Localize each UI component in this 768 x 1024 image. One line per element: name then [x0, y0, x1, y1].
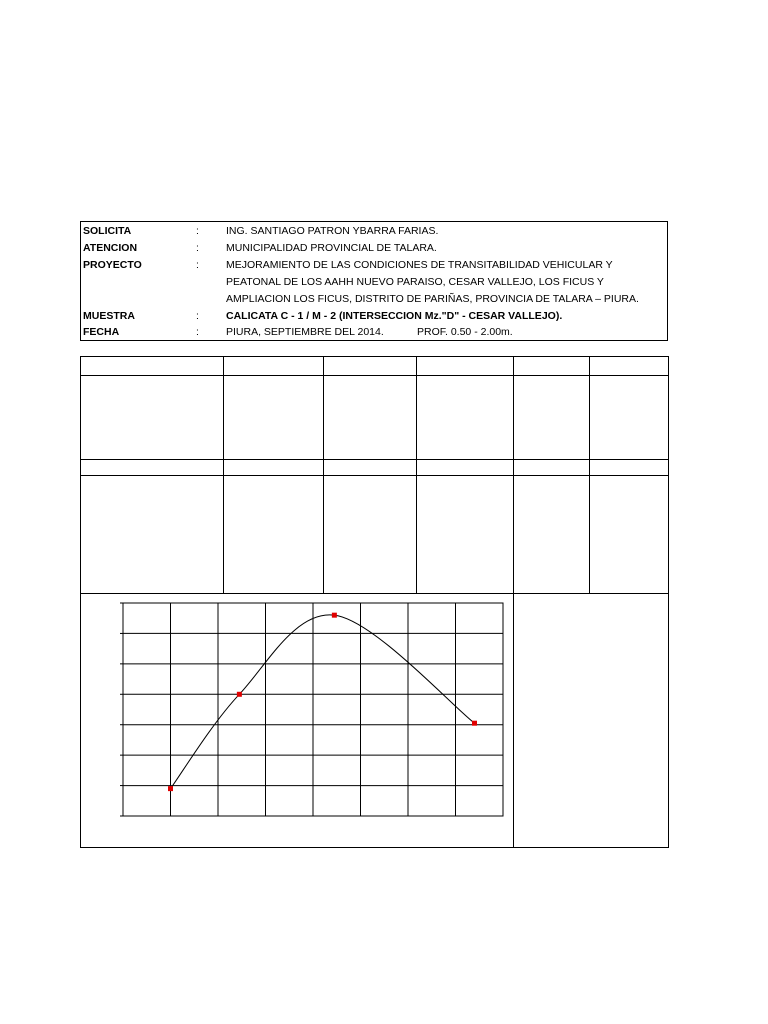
chart-panel: [80, 593, 514, 848]
header-key: ATENCION: [83, 242, 138, 254]
header-info-box: [80, 221, 668, 341]
data-point-marker: [472, 721, 477, 726]
header-key: SOLICITA: [83, 225, 132, 237]
header-value: ING. SANTIAGO PATRON YBARRA FARIAS.: [226, 225, 439, 237]
header-key: MUESTRA: [83, 310, 135, 322]
data-point-marker: [332, 613, 337, 618]
header-value: MUNICIPALIDAD PROVINCIAL DE TALARA.: [226, 242, 437, 254]
grid-divider: [81, 459, 668, 460]
header-colon: :: [196, 242, 199, 254]
grid-divider: [81, 375, 668, 376]
header-value: PEATONAL DE LOS AAHH NUEVO PARAISO, CESAR VALLEJO, LOS FICUS Y: [226, 276, 604, 288]
header-value: AMPLIACION LOS FICUS, DISTRITO DE PARIÑAS, PROVINCIA DE TALARA – PIURA.: [226, 293, 639, 305]
header-colon: :: [196, 326, 199, 338]
header-colon: :: [196, 310, 199, 322]
header-value: MEJORAMIENTO DE LAS CONDICIONES DE TRANSITABILIDAD VEHICULAR Y: [226, 259, 613, 271]
results-side-panel: [513, 593, 669, 848]
series-curve: [171, 615, 475, 789]
header-key: FECHA: [83, 326, 120, 338]
grid-divider: [81, 475, 668, 476]
header-key: PROYECTO: [83, 259, 142, 271]
header-value: PIURA, SEPTIEMBRE DEL 2014.: [226, 326, 384, 338]
data-point-marker: [168, 786, 173, 791]
data-grid-table: [80, 356, 669, 594]
compaction-chart: [81, 594, 513, 847]
data-point-marker: [237, 692, 242, 697]
header-colon: :: [196, 259, 199, 271]
header-value: CALICATA C - 1 / M - 2 (INTERSECCION Mz."D" - CESAR VALLEJO).: [226, 310, 563, 322]
header-colon: :: [196, 225, 199, 237]
depth-label: PROF. 0.50 - 2.00m.: [417, 326, 513, 338]
